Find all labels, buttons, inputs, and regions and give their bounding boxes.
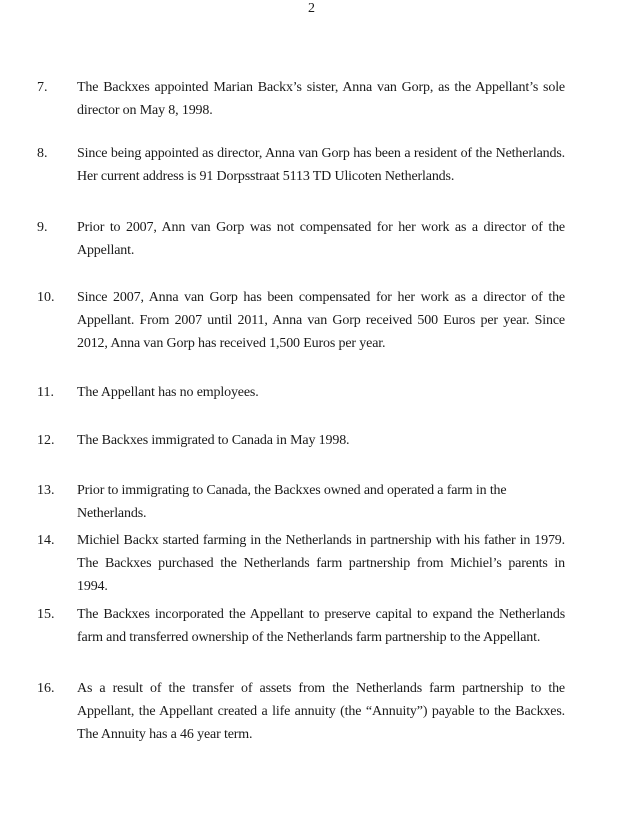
paragraph-text: Since being appointed as director, Anna van Gorp has been a resident of the Netherlands. Her current address is 91 Dorpsstraat 5113 TD Ulicoten Netherlands. — [77, 146, 565, 184]
paragraph-number: 13. — [37, 483, 55, 498]
paragraph-number: 11. — [37, 385, 54, 400]
paragraph-number: 16. — [37, 681, 55, 696]
paragraph-number: 10. — [37, 290, 55, 305]
paragraph-text: The Appellant has no employees. — [77, 385, 259, 400]
paragraph-text: The Backxes immigrated to Canada in May 1998. — [77, 433, 350, 448]
paragraph-text: Prior to immigrating to Canada, the Backxes owned and operated a farm in the Netherlands. — [77, 483, 507, 521]
paragraph-text: As a result of the transfer of assets from the Netherlands farm partnership to the Appellant, the Appellant created a life annuity (the “Annuity”) payable to the Backxes. The Annuity has a 46 year term. — [77, 681, 565, 742]
paragraph-text: The Backxes incorporated the Appellant to preserve capital to expand the Netherlands farm and transferred ownership of the Netherlands farm partnership to the Appellant. — [77, 607, 565, 645]
page-number: 2 — [308, 1, 315, 16]
paragraph-number: 14. — [37, 533, 55, 548]
paragraph-number: 12. — [37, 433, 55, 448]
paragraph-number: 9. — [37, 220, 48, 235]
paragraph-number: 7. — [37, 80, 48, 95]
paragraph-text: The Backxes appointed Marian Backx’s sister, Anna van Gorp, as the Appellant’s sole director on May 8, 1998. — [77, 80, 565, 118]
paragraph-number: 15. — [37, 607, 55, 622]
paragraph-text: Since 2007, Anna van Gorp has been compensated for her work as a director of the Appellant. From 2007 until 2011, Anna van Gorp received 500 Euros per year. Since 2012, Anna van Gorp has received 1,500 Euros per year. — [77, 290, 565, 351]
paragraph-number: 8. — [37, 146, 48, 161]
paragraph-text: Michiel Backx started farming in the Netherlands in partnership with his father in 1979. The Backxes purchased the Netherlands farm partnership from Michiel’s parents in 1994. — [77, 533, 565, 594]
paragraph-text: Prior to 2007, Ann van Gorp was not compensated for her work as a director of the Appellant. — [77, 220, 565, 258]
